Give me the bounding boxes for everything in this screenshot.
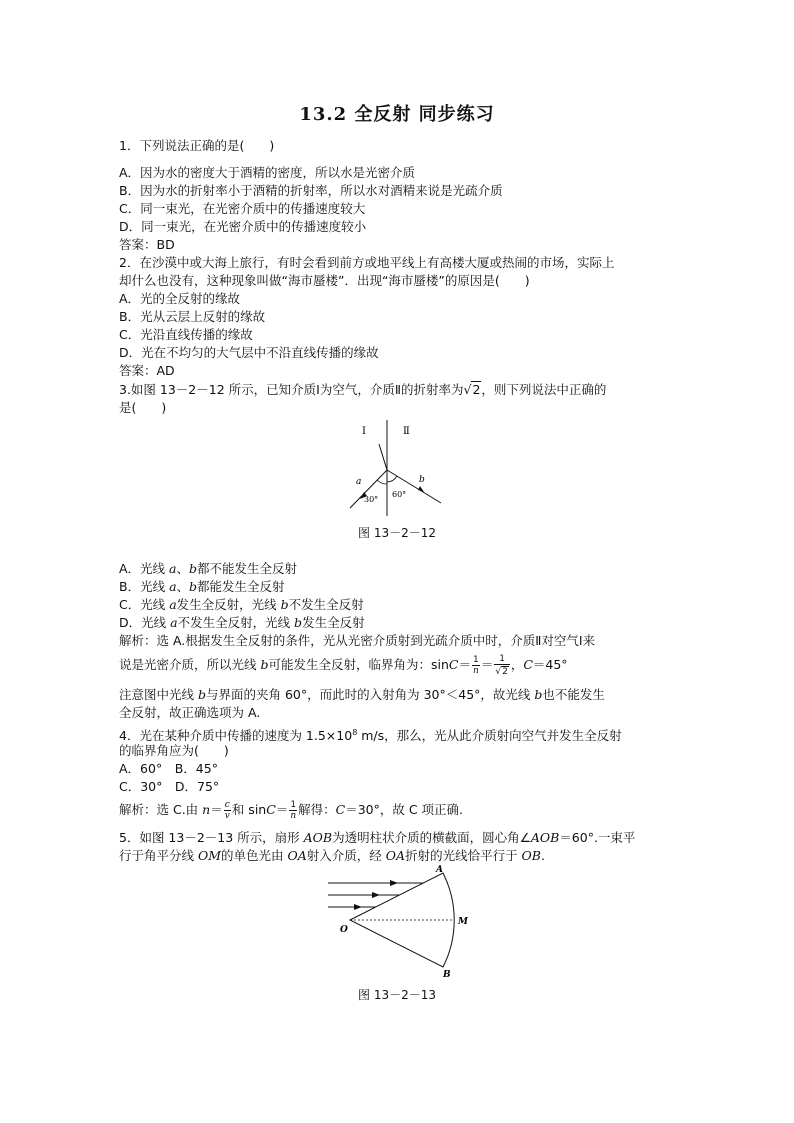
q4-solution: 解析：选 C.由 n＝ $\frac{c}{v}$ 和 sinC＝ $\frac{1}{n}$ 解得：C＝30°，故 C 项正确. — [119, 800, 464, 821]
q3-solution-line4: 全反射，故正确选项为 A. — [119, 705, 261, 720]
label-angle-30: 30° — [364, 495, 379, 504]
label-ray-b: b — [419, 475, 425, 485]
q1-answer: 答案：BD — [119, 237, 175, 252]
label-ray-a: a — [356, 477, 362, 487]
figure-13-2-12-caption: 图 13－2－12 — [358, 526, 436, 540]
q4-options-ab: A．60° B．45° — [119, 761, 218, 776]
q4-stem-line1: 4．光在某种介质中传播的速度为 $1.5\times 10^8$ m/s，那么，光从此介质射向空气并发生全反射 — [119, 728, 622, 744]
fraction-1-over-sqrt2: $\frac{1}{√2}$ — [495, 654, 508, 677]
sqrt-2: √2 — [463, 382, 481, 397]
q3-stem-line2: 是( ) — [119, 400, 167, 415]
q3-stem-text: 3.如图 13－2－12 所示，已知介质Ⅰ为空气，介质Ⅱ的折射率为 — [119, 382, 464, 397]
angle-arc-a — [377, 480, 387, 484]
q5-stem-line1: 5．如图 13－2－13 所示，扇形 AOB为透明柱状介质的横截面，圆心角∠AOB＝60°.一束平 — [119, 830, 636, 845]
q3-solution-line2: 说是光密介质，所以光线 b可能发生全反射，临界角为：sinC＝ $\frac{1}{n}$ ＝ $\frac{1}{√2}$ ，C＝45° — [119, 654, 568, 677]
q3-stem-end: ，则下列说法中正确的 — [481, 382, 607, 397]
angle-arc-b — [387, 476, 397, 482]
q3-option-d: D．光线 a不发生全反射，光线 b发生全反射 — [119, 615, 365, 630]
q3-solution-line1: 解析：选 A.根据发生全反射的条件，光从光密介质射到光疏介质中时，介质Ⅱ对空气Ⅰ来 — [119, 633, 596, 648]
q4-options-cd: C．30° D．75° — [119, 779, 220, 794]
label-point-o: O — [340, 925, 348, 935]
label-angle-60: 60° — [392, 490, 407, 499]
label-medium-2: Ⅱ — [403, 426, 410, 437]
label-point-a: A — [436, 865, 443, 875]
q2-stem-line1: 2．在沙漠中或大海上旅行，有时会看到前方或地平线上有高楼大厦或热闹的市场，实际上 — [119, 255, 615, 270]
figure-13-2-13 — [320, 862, 480, 980]
q3-option-c: C．光线 a发生全反射，光线 b不发生全反射 — [119, 597, 364, 612]
normal-line — [379, 444, 387, 470]
figure-13-2-13-caption: 图 13－2－13 — [358, 988, 436, 1002]
fraction-1-over-n: $\frac{1}{n}$ — [473, 655, 479, 676]
q1-option-c: C．同一束光，在光密介质中的传播速度较大 — [119, 201, 366, 216]
q4-stem-line2: 的临界角应为( ) — [119, 743, 229, 758]
q2-option-c: C．光沿直线传播的缘故 — [119, 327, 253, 342]
q1-option-a: A．因为水的密度大于酒精的密度，所以水是光密介质 — [119, 165, 416, 180]
q1-stem: 1．下列说法正确的是( ) — [119, 138, 275, 153]
q2-option-b: B．光从云层上反射的缘故 — [119, 309, 266, 324]
q2-answer: 答案：AD — [119, 363, 175, 378]
q3-solution-line3: 注意图中光线 b与界面的夹角 60°，而此时的入射角为 30°＜45°，故光线 b也不能发生 — [119, 687, 605, 702]
q2-option-d: D．光在不均匀的大气层中不沿直线传播的缘故 — [119, 345, 379, 360]
q1-option-d: D．同一束光，在光密介质中的传播速度较小 — [119, 219, 367, 234]
label-point-m: M — [458, 917, 468, 927]
figure-13-2-12 — [330, 420, 460, 516]
q5-stem-line2: 行于角平分线 OM的单色光由 OA射入介质，经 OA折射的光线恰平行于 OB. — [119, 848, 545, 863]
q2-stem-line2: 却什么也没有，这种现象叫做“海市蜃楼”．出现“海市蜃楼”的原因是( ) — [119, 273, 530, 288]
arrow-ray-3 — [354, 904, 362, 910]
fraction-c-over-v: $\frac{c}{v}$ — [224, 800, 230, 821]
q3-option-b: B．光线 a、b都能发生全反射 — [119, 579, 285, 594]
fraction-1-over-n-q4: $\frac{1}{n}$ — [290, 800, 297, 821]
label-medium-1: Ⅰ — [362, 426, 366, 437]
q1-option-b: B．因为水的折射率小于酒精的折射率，所以水对酒精来说是光疏介质 — [119, 183, 503, 198]
q2-option-a: A．光的全反射的缘故 — [119, 291, 241, 306]
arrow-ray-2 — [372, 892, 380, 898]
q3-option-a: A．光线 a、b都不能发生全反射 — [119, 561, 298, 576]
page-title: 13.2 全反射 同步练习 — [299, 104, 495, 125]
label-point-b: B — [443, 970, 451, 980]
arrow-ray-1 — [390, 880, 398, 886]
q3-stem-line1 — [119, 381, 606, 399]
